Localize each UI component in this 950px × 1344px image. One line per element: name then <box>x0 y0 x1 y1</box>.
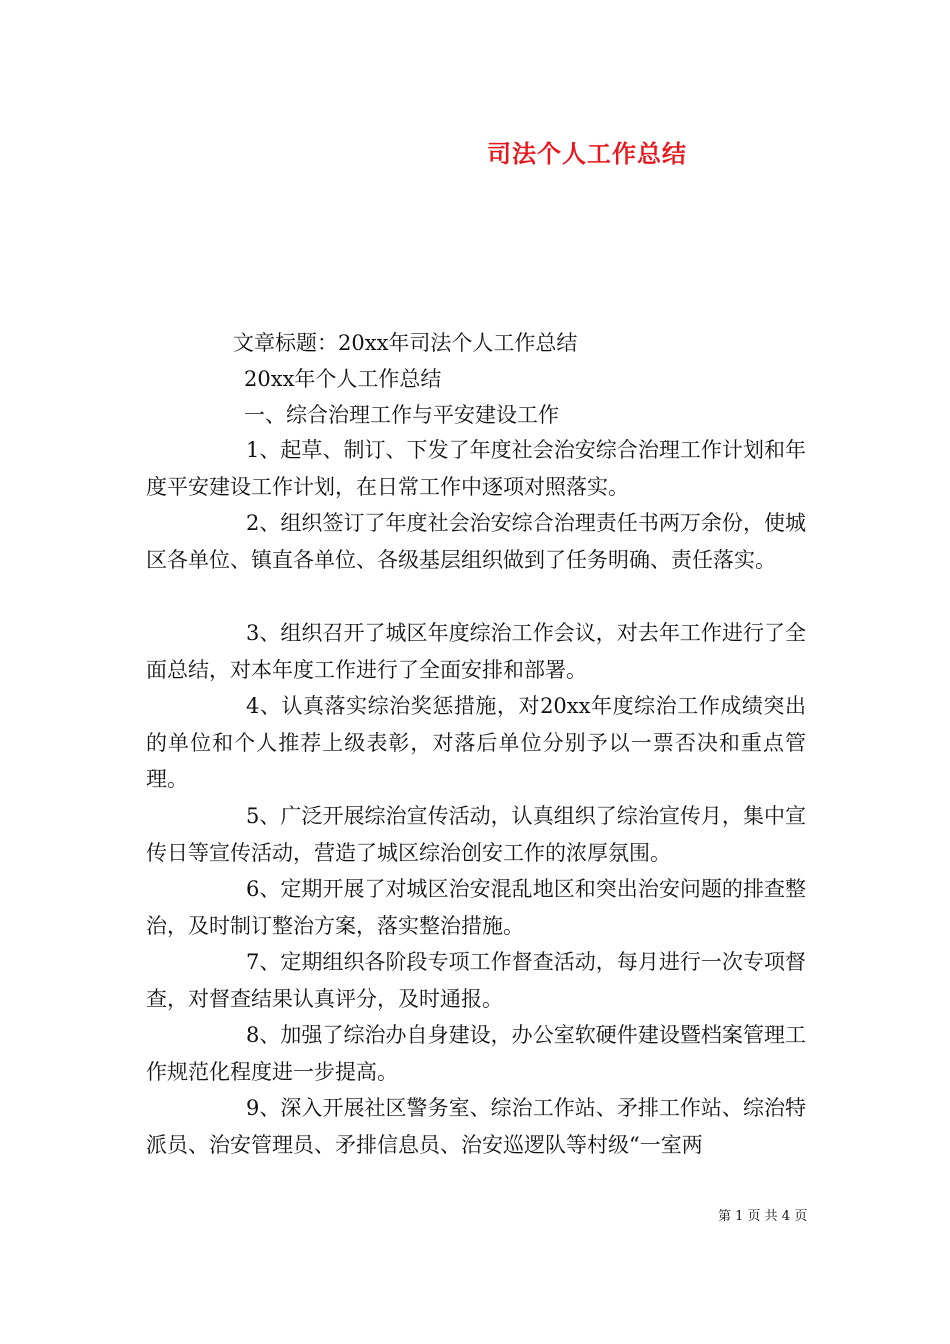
paragraph-2: 2、组织签订了年度社会治安综合治理责任书两万余份，使城区各单位、镇直各单位、各级基层组织做到了任务明确、责任落实。 <box>146 511 806 572</box>
document-title: 司法个人工作总结 <box>487 139 687 168</box>
subheading: 20xx年个人工作总结 <box>244 367 442 391</box>
paragraph-4: 4、认真落实综治奖惩措施，对20xx年度综治工作成绩突出的单位和个人推荐上级表彰，对落后单位分别予以一票否决和重点管理。 <box>146 694 806 792</box>
paragraph-8: 8、加强了综治办自身建设，办公室软硬件建设暨档案管理工作规范化程度进一步提高。 <box>146 1023 806 1084</box>
paragraph-3: 3、组织召开了城区年度综治工作会议，对去年工作进行了全面总结，对本年度工作进行了全面安排和部署。 <box>146 621 806 682</box>
paragraph-7: 7、定期组织各阶段专项工作督查活动，每月进行一次专项督查，对督查结果认真评分，及时通报。 <box>146 950 806 1011</box>
paragraph-1: 1、起草、制订、下发了年度社会治安综合治理工作计划和年度平安建设工作计划，在日常工作中逐项对照落实。 <box>146 438 806 499</box>
paragraph-5: 5、广泛开展综治宣传活动，认真组织了综治宣传月，集中宣传日等宣传活动，营造了城区综治创安工作的浓厚氛围。 <box>146 804 806 865</box>
page-footer: 第 1 页 共 4 页 <box>718 1209 808 1224</box>
article-heading: 文章标题：20xx年司法个人工作总结 <box>233 331 578 355</box>
paragraph-9: 9、深入开展社区警务室、综治工作站、矛排工作站、综治特派员、治安管理员、矛排信息员、治安巡逻队等村级“一室两 <box>146 1096 806 1157</box>
section-heading: 一、综合治理工作与平安建设工作 <box>244 403 559 427</box>
paragraph-6: 6、定期开展了对城区治安混乱地区和突出治安问题的排查整治，及时制订整治方案，落实整治措施。 <box>146 877 806 938</box>
